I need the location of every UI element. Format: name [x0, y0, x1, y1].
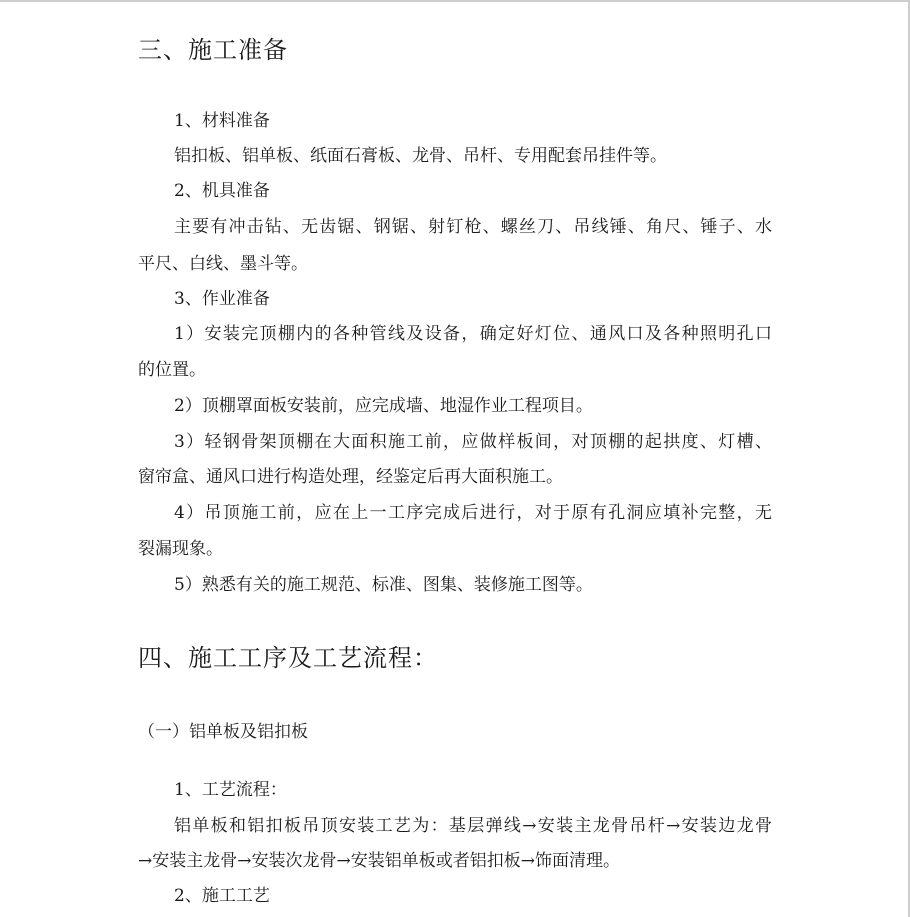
materials-title: 1、材料准备: [174, 111, 270, 131]
prep-3-line-2: 窗帘盒、通风口进行构造处理，经鉴定后再大面积施工。: [138, 467, 563, 487]
process-flow-title: 1、工艺流程：: [174, 780, 287, 800]
section-3-heading: 三、施工准备: [138, 36, 288, 64]
tools-text-line-1: 主要有冲击钻、无齿锯、钢锯、射钉枪、螺丝刀、吊线锤、角尺、锤子、水: [174, 217, 772, 237]
materials-text: 铝扣板、铝单板、纸面石膏板、龙骨、吊杆、专用配套吊挂件等。: [174, 146, 667, 166]
tools-title: 2、机具准备: [174, 181, 270, 201]
process-flow-line-1: 铝单板和铝扣板吊顶安装工艺为：基层弹线→安装主龙骨吊杆→安装边龙骨: [174, 816, 772, 836]
prep-5: 5）熟悉有关的施工规范、标准、图集、装修施工图等。: [174, 575, 593, 595]
prep-4-line-2: 裂漏现象。: [138, 539, 223, 559]
prep-1-line-2: 的位置。: [138, 360, 206, 380]
prep-4-line-1: 4）吊顶施工前，应在上一工序完成后进行，对于原有孔洞应填补完整，无: [174, 503, 772, 523]
subsection-1-title: （一）铝单板及铝扣板: [138, 722, 308, 742]
prep-2: 2）顶棚罩面板安装前，应完成墙、地湿作业工程项目。: [174, 396, 593, 416]
work-prep-title: 3、作业准备: [174, 289, 270, 309]
prep-1-line-1: 1）安装完顶棚内的各种管线及设备，确定好灯位、通风口及各种照明孔口: [174, 324, 772, 344]
prep-3-line-1: 3）轻钢骨架顶棚在大面积施工前，应做样板间，对顶棚的起拱度、灯槽、: [174, 432, 772, 452]
construction-process-title: 2、施工工艺: [174, 886, 270, 906]
process-flow-line-2: →安装主龙骨→安装次龙骨→安装铝单板或者铝扣板→饰面清理。: [138, 851, 620, 871]
tools-text-line-2: 平尺、白线、墨斗等。: [138, 254, 308, 274]
section-4-heading: 四、施工工序及工艺流程：: [138, 644, 438, 672]
